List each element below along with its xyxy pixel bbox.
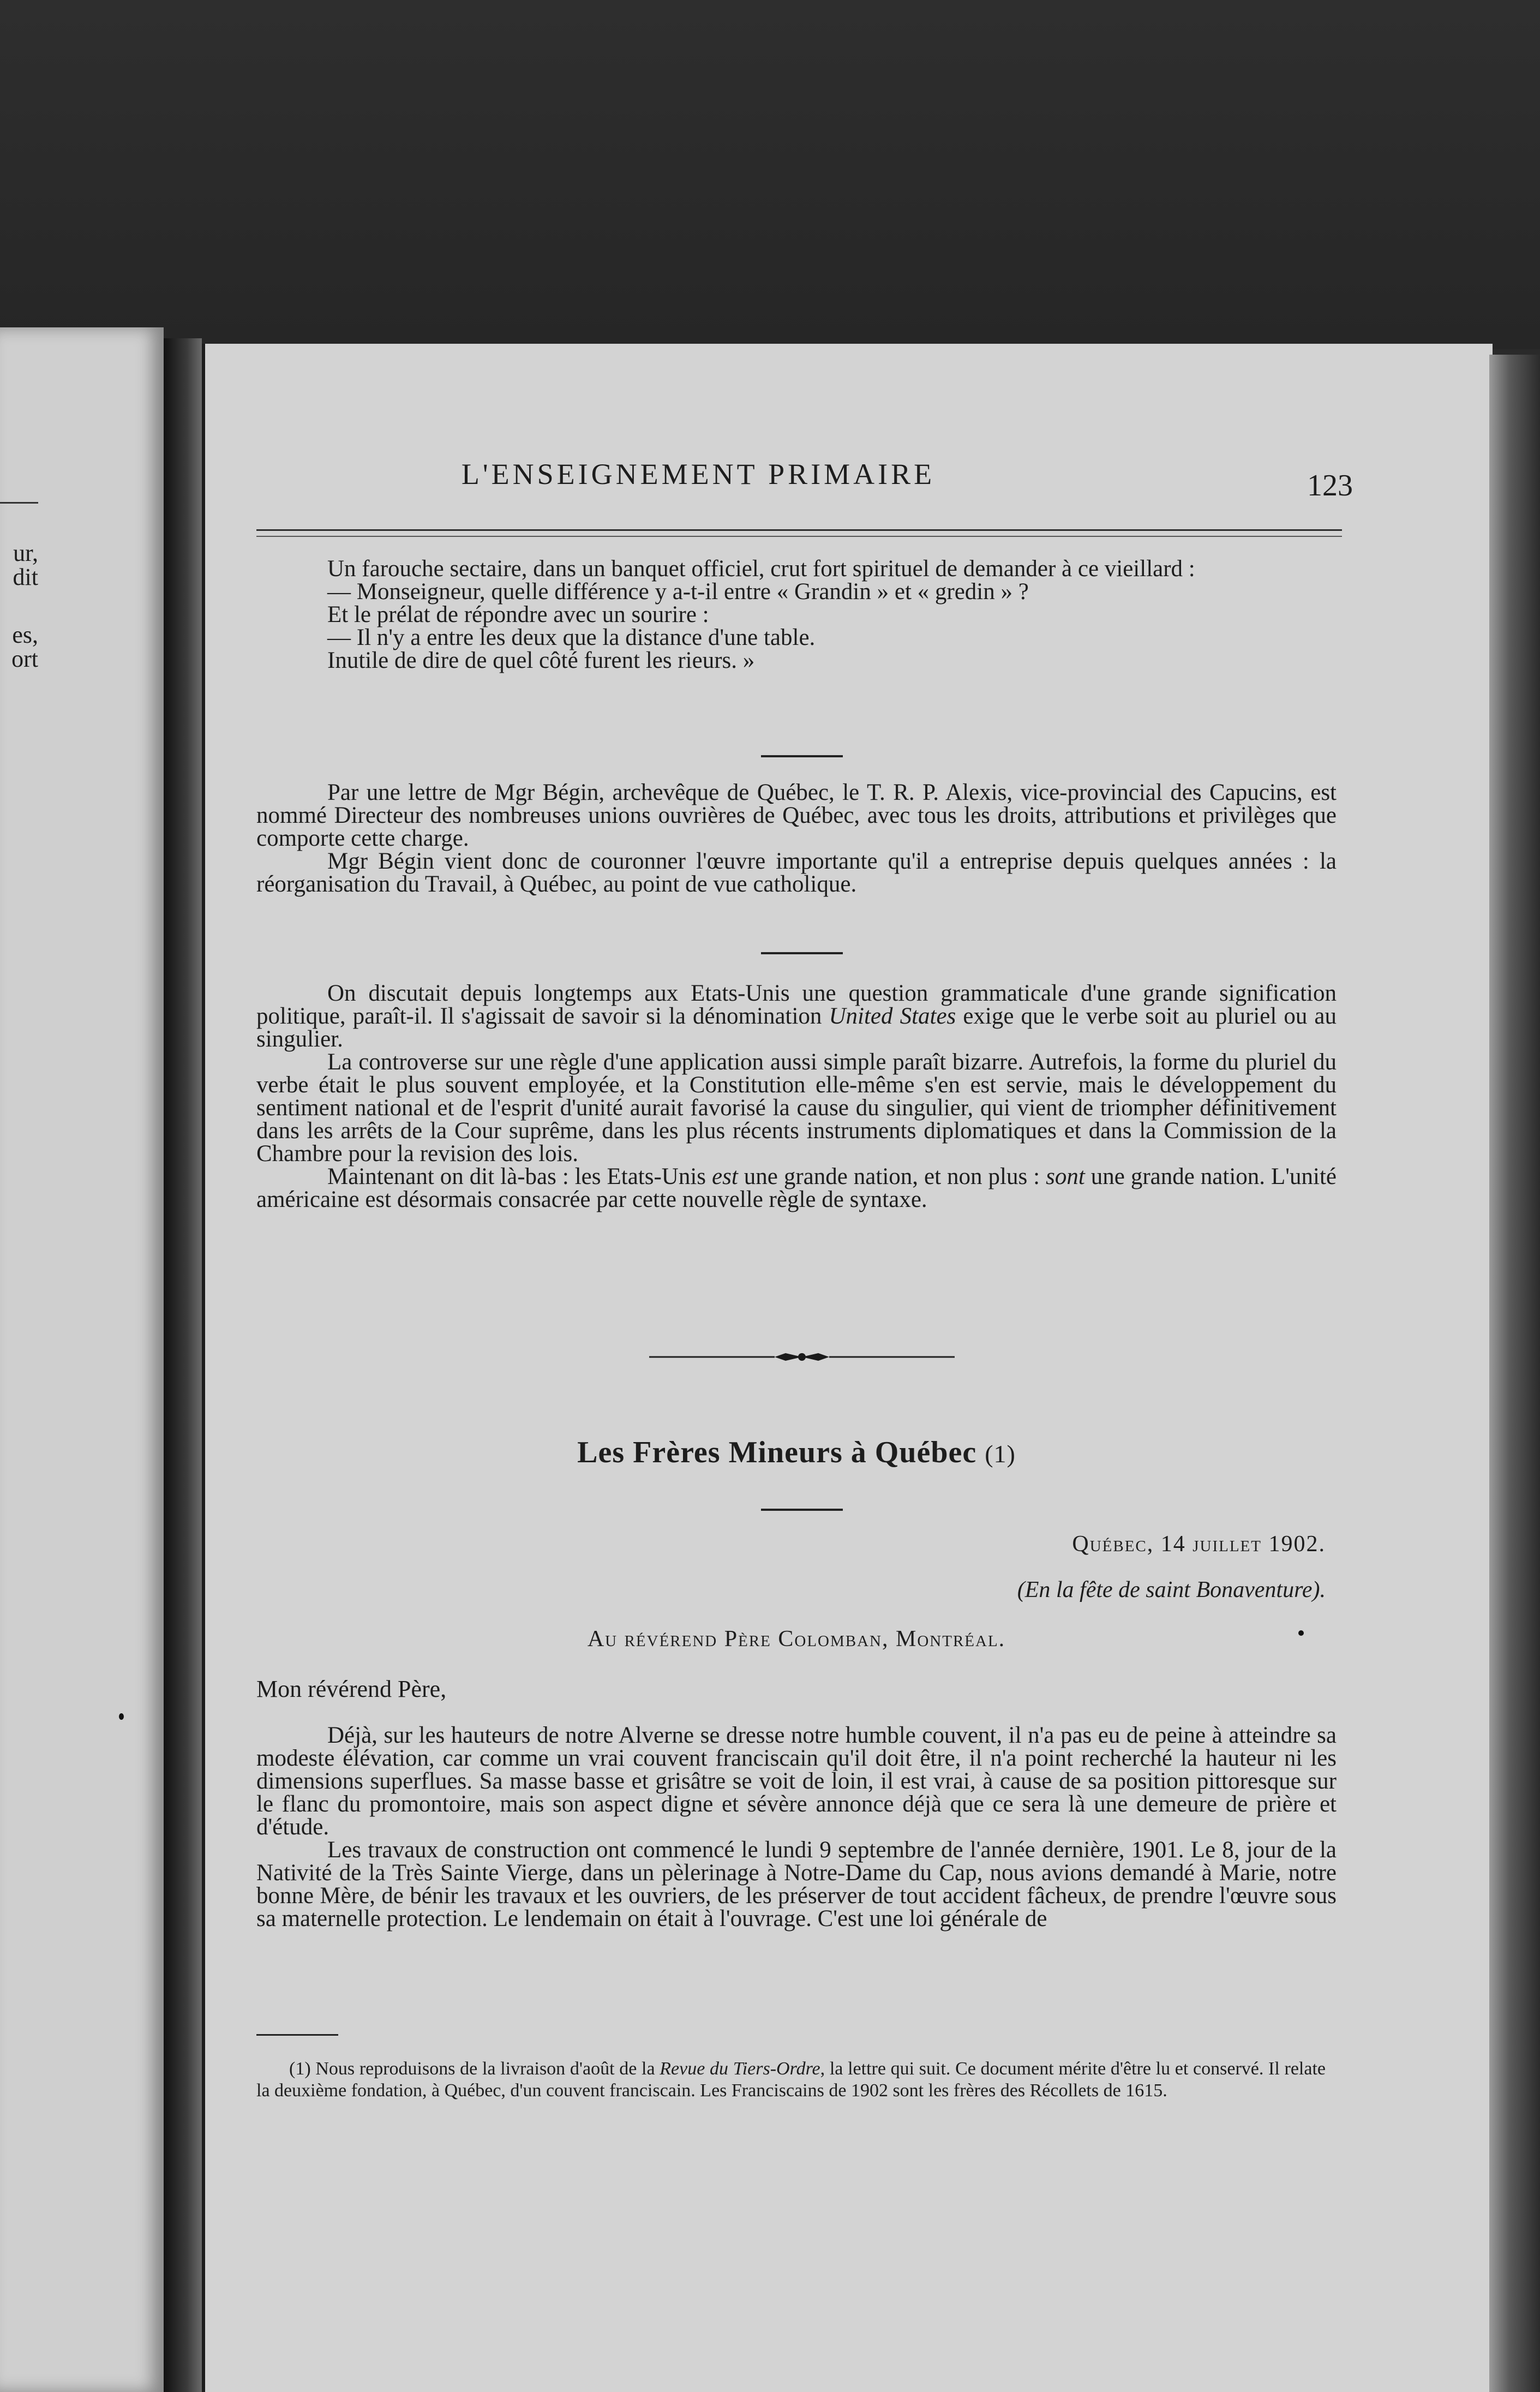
left-fragment: es, [12, 621, 38, 648]
footnote: (1) Nous reproduisons de la livraison d'août de la Revue du Tiers-Ordre, la lettre qui suit. Ce document mérite d'être lu et conservé. Il relate la deuxième fondation, à Québec, d'un couvent franciscain. Les Franciscains de 1902 sont les frères des Récollets de 1615. [256, 2059, 1326, 2101]
page-number: 123 [1307, 469, 1353, 503]
page-edge-shadow [1489, 355, 1540, 2392]
paragraph: — Monseigneur, quelle différence y a-t-il entre « Grandin » et « gredin » ? [327, 579, 1029, 605]
letter-body [256, 1724, 1337, 1930]
left-page-rule [0, 502, 38, 504]
article-title: Les Frères Mineurs à Québec (1) [577, 1436, 1016, 1469]
header-rule [256, 536, 1342, 537]
paragraph: — Il n'y a entre les deux que la distance d'une table. [327, 625, 816, 650]
grammar-block [256, 982, 1337, 1211]
salutation: Mon révérend Père, [256, 1676, 447, 1702]
anecdote-block [256, 558, 1337, 672]
begin-block [256, 781, 1337, 896]
paragraph: Déjà, sur les hauteurs de notre Alverne se dresse notre humble couvent, il n'a pas eu de peine à atteindre sa modeste élévation, car comme un vrai couvent franciscain qu'il doit être, il n'a point recherché la hauteur ni les dimensions superflues. Sa masse basse et grisâtre se voit de loin, il est vrai, à cause de sa position pittoresque sur le flanc du promontoire, mais son aspect digne et sévère annonce déjà que ce sera là une demeure de prière et d'étude. [256, 1723, 1337, 1840]
left-fragment: ort [11, 645, 38, 672]
left-fragment: dit [13, 564, 38, 590]
scan-speck [1298, 1630, 1304, 1636]
occasion-line: (En la fête de saint Bonaventure). [1017, 1577, 1326, 1602]
paragraph: Mgr Bégin vient donc de couronner l'œuvre importante qu'il a entreprise depuis quelques années : la réorganisation du Travail, à Québec, au point de vue catholique. [256, 848, 1337, 897]
paragraph: Par une lettre de Mgr Bégin, archevêque de Québec, le T. R. P. Alexis, vice-provincial des Capucins, est nommé Directeur des nombreuses unions ouvrières de Québec, avec tous les droits, attributions et privilèges que comporte cette charge. [256, 780, 1337, 851]
paragraph: Maintenant on dit là-bas : les Etats-Unis est une grande nation, et non plus : sont une grande nation. L'unité américaine est désormais consacrée par cette nouvelle règle de syntaxe. [256, 1164, 1337, 1212]
ornament-divider [649, 1349, 955, 1365]
left-page-edge [0, 327, 164, 2392]
paragraph: Inutile de dire de quel côté furent les rieurs. » [327, 648, 755, 673]
section-separator [761, 1509, 843, 1511]
scan-background [0, 0, 1540, 349]
paragraph: La controverse sur une règle d'une application aussi simple paraît bizarre. Autrefois, la forme du pluriel du verbe était le plus souvent employée, et la Constitution elle-même s'en est servie, mais le développement du sentiment national et de l'esprit d'unité aurait favorisé la cause du singulier, qui vient de triompher définitivement dans les arrêts de la Cour suprême, dans les plus récents instruments diplomatiques et dans la Commission de la Chambre pour la revision des lois. [256, 1049, 1337, 1167]
book-gutter [164, 338, 202, 2392]
scan-speck [119, 1713, 124, 1720]
dateline: Québec, 14 juillet 1902. [1072, 1532, 1326, 1557]
section-separator [761, 755, 843, 757]
addressee: Au révérend Père Colomban, Montréal. [587, 1626, 1006, 1652]
section-separator [761, 952, 843, 954]
header-rule [256, 529, 1342, 531]
paragraph: Un farouche sectaire, dans un banquet officiel, crut fort spirituel de demander à ce vieillard : [327, 556, 1195, 582]
paragraph: On discutait depuis longtemps aux Etats-Unis une question grammaticale d'une grande signification politique, paraît-il. Il s'agissait de savoir si la dénomination United States exige que le verbe soit au pluriel ou au singulier. [256, 980, 1337, 1052]
paragraph: Les travaux de construction ont commencé le lundi 9 septembre de l'année dernière, 1901. Le 8, jour de la Nativité de la Très Sainte Vierge, dans un pèlerinage à Notre-Dame du Cap, nous avions demandé à Marie, notre bonne Mère, de bénir les travaux et les ouvriers, de les préserver de tout accident fâcheux, de prendre l'œuvre sous sa maternelle protection. Le lendemain on était à l'ouvrage. C'est une loi générale de [256, 1837, 1337, 1931]
paragraph: Et le prélat de répondre avec un sourire : [327, 602, 709, 627]
footnote-rule [256, 2034, 338, 2036]
left-fragment: ur, [13, 540, 38, 566]
running-header: L'ENSEIGNEMENT PRIMAIRE [461, 458, 936, 491]
